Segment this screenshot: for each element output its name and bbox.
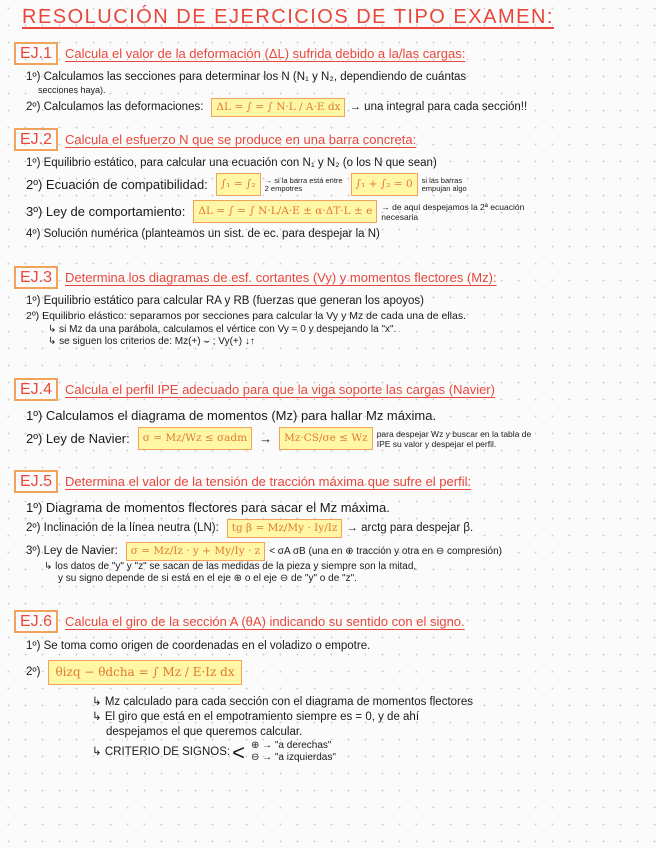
exercise-4-wz-box: Mz·CS/σe ≤ Wz	[279, 427, 373, 450]
exercise-5-step-3-text: 3º) Ley de Navier:	[26, 545, 118, 557]
exercise-4-tag: EJ.4	[14, 378, 58, 401]
exercise-2-behaviour-formula: ΔL = ∫ = ∫ N·L/A·E ± α·ΔT·L ± e	[193, 200, 377, 223]
exercise-4-header	[14, 378, 650, 401]
exercise-2-step-3-text: 3º) Ley de comportamiento:	[26, 204, 186, 219]
exercise-1-tag: EJ.1	[14, 42, 58, 65]
exercise-4-title: Calcula el perfil IPE adecuado para que la viga soporte las cargas (Navier)	[65, 382, 495, 397]
exercise-5-note-2: y su signo depende de si está en el eje ⊕ o el eje ⊖ de "y" o de "z".	[58, 573, 357, 584]
exercise-5-step-3	[26, 542, 650, 561]
exercise-6	[14, 610, 650, 764]
exercise-3-header	[14, 266, 650, 289]
exercise-2-header	[14, 128, 650, 151]
exercise-2	[14, 128, 650, 242]
exercise-3-title: Determina los diagramas de esf. cortantes (Vy) y momentos flectores (Mz):	[65, 270, 497, 285]
exercise-5	[14, 470, 650, 585]
exercise-3	[14, 266, 650, 348]
exercise-3-step-2: 2º) Equilibrio elástico: separamos por secciones para calcular la Vy y Mz de cada una de ellas.	[26, 310, 467, 322]
exercise-6-criteria-label: ↳ CRITERIO DE SIGNOS:	[92, 745, 231, 758]
exercise-2-compat-box-2: ∫₁ + ∫₂ = 0	[351, 173, 418, 196]
exercise-6-sign-criteria	[92, 740, 650, 764]
exercise-5-neutral-line-box: tg β = Mz/My · Iy/Iz	[227, 519, 343, 538]
exercise-4-step-1: 1º) Calculamos el diagrama de momentos (Mz) para hallar Mz máxima.	[26, 408, 437, 423]
exercise-6-criteria-negative: ⊖ → "a izquierdas"	[250, 752, 336, 763]
exercise-2-step-4: 4º) Solución numérica (planteamos un sist. de ec. para despejar la N)	[26, 228, 380, 240]
exercise-6-criteria-list	[251, 740, 336, 764]
exercise-3-step-1: 1º) Equilibrio estático para calcular RA y RB (fuerzas que generan los apoyos)	[26, 295, 424, 307]
exercise-2-step-2-text: 2º) Ecuación de compatibilidad:	[26, 177, 208, 192]
exercise-6-criteria-positive: ⊕ → "a derechas"	[250, 740, 332, 751]
exercise-6-title: Calcula el giro de la sección A (θA) indicando su sentido con el signo.	[65, 614, 465, 629]
exercise-5-step-1: 1º) Diagrama de momentos flectores para sacar el Mz máxima.	[26, 500, 390, 515]
exercise-1	[14, 42, 650, 117]
exercise-3-note-2: ↳ se siguen los criterios de: Mz(+) ⌣ ; Vy(+) ↓↑	[48, 336, 255, 347]
exercise-4-step-2-text: 2º) Ley de Navier:	[26, 431, 130, 446]
exercise-4-note: para despejar Wz y buscar en la tabla de IPE su valor y despejar el perfil.	[376, 428, 532, 449]
arrow-icon: →	[259, 431, 273, 446]
exercise-2-compat-note-1: → si la barra está entre 2 empotres	[264, 175, 343, 193]
exercise-5-tag: EJ.5	[14, 470, 58, 493]
exercise-4-navier-box: σ = Mz/Wz ≤ σadm	[138, 427, 252, 450]
exercise-6-header	[14, 610, 650, 633]
brace-icon: <	[232, 739, 245, 765]
exercise-1-title: Calcula el valor de la deformación (ΔL) sufrida debido a la/las cargas:	[65, 46, 466, 61]
exercise-6-note-3: despejamos el que queremos calcular.	[106, 726, 303, 738]
exercise-5-neutral-line-note: → arctg para despejar β.	[346, 522, 474, 534]
exercise-2-step-2	[26, 173, 650, 196]
page-title: RESOLUCIÓN DE EJERCICIOS DE TIPO EXAMEN:	[22, 6, 554, 28]
exercise-6-step-1: 1º) Se toma como origen de coordenadas en el voladizo o empotre.	[26, 640, 371, 652]
exercise-6-note-1: ↳ Mz calculado para cada sección con el diagrama de momentos flectores	[92, 696, 474, 708]
exercise-1-step-2-text: 2º) Calculamos las deformaciones:	[26, 101, 204, 113]
exercise-5-navier-note: < σA σB (una en ⊕ tracción y otra en ⊖ compresión)	[269, 546, 503, 557]
exercise-1-step-1-cont: secciones haya).	[38, 85, 106, 95]
exercise-5-header	[14, 470, 650, 493]
exercise-6-rotation-formula: θizq − θdcha = ∫ Mz / E·Iz dx	[48, 660, 241, 685]
exercise-2-step-3	[26, 200, 650, 223]
exercise-2-tag: EJ.2	[14, 128, 58, 151]
exercise-5-title: Determina el valor de la tensión de tracción máxima que sufre el perfil:	[65, 474, 472, 489]
exercise-5-step-2-text: 2º) Inclinación de la línea neutra (LN):	[26, 522, 219, 534]
exercise-1-header	[14, 42, 650, 65]
exercise-2-compat-box-1: ∫₁ = ∫₂	[216, 173, 261, 196]
exercise-2-behaviour-note: → de aquí despejamos la 2ª ecuación necesaria	[381, 201, 525, 222]
exercise-1-formula: ΔL = ∫ = ∫ N·L / A·E dx	[211, 98, 345, 117]
exercise-6-tag: EJ.6	[14, 610, 58, 633]
exercise-5-step-2	[26, 519, 650, 538]
exercise-4-step-2	[26, 427, 650, 450]
exercise-3-note-1: ↳ si Mz da una parábola, calculamos el vértice con Vy = 0 y despejando la "x".	[48, 324, 397, 335]
exercise-1-note: → una integral para cada sección!!	[349, 101, 528, 113]
exercise-2-title: Calcula el esfuerzo N que se produce en una barra concreta:	[65, 132, 417, 147]
exercise-6-step-2	[26, 660, 650, 685]
exercise-2-step-1: 1º) Equilibrio estático, para calcular una ecuación con N₁ y N₂ (o los N que sean)	[26, 157, 437, 169]
exercise-2-compat-note-2: si las barras empujan algo	[421, 175, 467, 193]
exercise-4	[14, 378, 650, 450]
exercise-5-navier-box: σ = Mz/Iz · y + My/Iy · z	[126, 542, 265, 561]
exercise-5-note-1: ↳ los datos de "y" y "z" se sacan de las medidas de la pieza y siempre son la mitad,	[44, 561, 417, 572]
exercise-1-step-1: 1º) Calculamos las secciones para determinar los N (N₁ y N₂, dependiendo de cuántas	[26, 71, 467, 83]
exercise-6-step-2-text: 2º)	[26, 666, 41, 678]
exercise-3-tag: EJ.3	[14, 266, 58, 289]
exercise-1-step-2	[26, 98, 650, 117]
exercise-6-note-2: ↳ El giro que está en el empotramiento siempre es = 0, y de ahí	[92, 711, 420, 723]
